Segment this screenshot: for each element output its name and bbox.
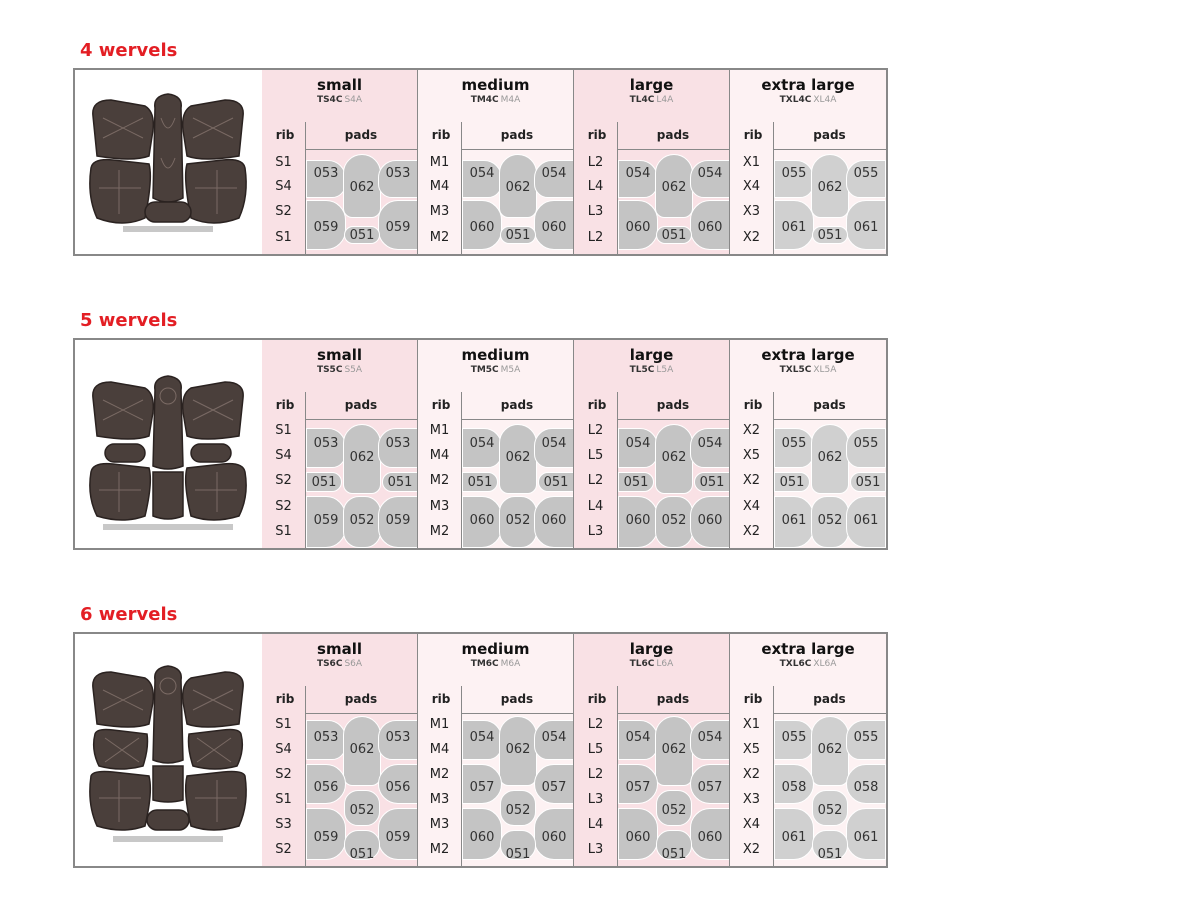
rib-value: M2	[429, 524, 450, 539]
pads-header: pads	[656, 398, 690, 412]
size-name: small	[317, 76, 362, 94]
pads-header: pads	[344, 398, 378, 412]
rib-value: L3	[587, 842, 604, 857]
size-name: medium	[461, 346, 530, 364]
rib-value: S4	[275, 742, 292, 757]
rib-value: S2	[275, 842, 292, 857]
pad-label: 060	[469, 830, 495, 845]
pad-label: 061	[853, 830, 879, 845]
rib-header: rib	[275, 128, 295, 142]
rib-value: X2	[742, 524, 761, 539]
pad-label: 053	[313, 730, 339, 745]
code-a: S4A	[344, 95, 363, 105]
size-name: extra large	[761, 346, 855, 364]
pad-label: 051	[311, 475, 337, 490]
size-column-extra-large	[730, 340, 886, 548]
pads-header: pads	[656, 692, 690, 706]
pad-label: 060	[697, 220, 723, 235]
pad-label: 051	[779, 475, 805, 490]
pad-label: 061	[853, 513, 879, 528]
code-a: M6A	[500, 659, 521, 669]
pad-label: 055	[781, 166, 807, 181]
pad-label: 055	[853, 730, 879, 745]
rib-value: M1	[429, 423, 450, 438]
rib-value: M3	[429, 792, 450, 807]
pad-label: 053	[313, 166, 339, 181]
rib-value: L4	[587, 817, 604, 832]
code-c: TS5C	[316, 365, 343, 375]
size-column-large	[574, 340, 730, 548]
pads-header: pads	[500, 398, 534, 412]
rib-value: S3	[275, 817, 292, 832]
rib-value: M4	[429, 742, 450, 757]
pad-label: 057	[625, 780, 651, 795]
rib-value: M2	[429, 473, 450, 488]
pad-label: 061	[781, 830, 807, 845]
pad-label: 054	[541, 436, 567, 451]
pad-label: 060	[697, 830, 723, 845]
pad-label: 052	[817, 513, 843, 528]
size-name: medium	[461, 640, 530, 658]
pad-label: 052	[349, 803, 375, 818]
rib-value: M3	[429, 817, 450, 832]
rib-value: X2	[742, 767, 761, 782]
pad-label: 053	[385, 436, 411, 451]
rib-value: S4	[275, 448, 292, 463]
rib-value: L3	[587, 792, 604, 807]
size-name: medium	[461, 76, 530, 94]
pad-label: 054	[697, 730, 723, 745]
pad-label: 060	[625, 513, 651, 528]
rib-value: M4	[429, 448, 450, 463]
size-name: extra large	[761, 640, 855, 658]
pad-label: 052	[349, 513, 375, 528]
pad-label: 055	[781, 436, 807, 451]
pad-label: 059	[385, 220, 411, 235]
pad-label: 060	[541, 830, 567, 845]
pad-label: 058	[781, 780, 807, 795]
pad-label: 056	[385, 780, 411, 795]
code-a: L5A	[656, 365, 674, 375]
pad-label: 061	[781, 220, 807, 235]
table-6-wervels	[73, 632, 888, 868]
pad-label: 055	[853, 166, 879, 181]
pad-label: 060	[697, 513, 723, 528]
rib-value: L2	[587, 717, 604, 732]
rib-value: X5	[742, 448, 761, 463]
pads-diagram	[306, 714, 417, 866]
rib-value: M2	[429, 842, 450, 857]
code-c: TM6C	[470, 659, 499, 669]
pad-label: 062	[661, 742, 687, 757]
rib-value: S4	[275, 179, 292, 194]
pad-label: 057	[541, 780, 567, 795]
pad-label: 051	[467, 475, 493, 490]
rib-value: L5	[587, 742, 604, 757]
rib-value: S1	[275, 155, 292, 170]
rib-value: S1	[275, 423, 292, 438]
pad-label: 052	[661, 803, 687, 818]
pad-label: 051	[661, 847, 687, 862]
rib-header: rib	[587, 398, 607, 412]
pads-diagram	[462, 714, 573, 866]
product-image-4-wervels	[75, 70, 264, 254]
pads-header: pads	[813, 128, 846, 142]
backrest-4-pads-illustration	[83, 78, 253, 248]
rib-header: rib	[587, 128, 607, 142]
pad-label: 062	[661, 450, 687, 465]
pad-label: 051	[349, 847, 375, 862]
rib-value: M4	[429, 179, 450, 194]
pad-label: 054	[697, 436, 723, 451]
rib-value: X3	[742, 204, 761, 219]
pad-label: 062	[349, 180, 375, 195]
pad-label: 054	[625, 730, 651, 745]
pads-header: pads	[813, 692, 846, 706]
size-column-large	[574, 70, 730, 254]
code-c: TL6C	[629, 659, 655, 669]
code-c: TL5C	[629, 365, 655, 375]
size-name: large	[629, 76, 674, 94]
pad-label: 061	[853, 220, 879, 235]
rib-header: rib	[743, 692, 763, 706]
rib-value: L3	[587, 204, 604, 219]
rib-value: X1	[742, 155, 761, 170]
pad-label: 051	[817, 847, 843, 862]
pad-label: 062	[817, 180, 843, 195]
code-c: TXL4C	[779, 95, 812, 105]
size-name: extra large	[761, 76, 855, 94]
pads-diagram	[774, 714, 886, 866]
code-a: XL5A	[813, 365, 837, 375]
pad-label: 057	[469, 780, 495, 795]
rib-value: L4	[587, 499, 604, 514]
code-a: L4A	[656, 95, 674, 105]
rib-value: X4	[742, 499, 761, 514]
pad-label: 051	[623, 475, 649, 490]
pad-label: 060	[469, 513, 495, 528]
size-name: large	[629, 640, 674, 658]
pad-label: 057	[697, 780, 723, 795]
size-column-extra-large	[730, 634, 886, 866]
pad-label: 060	[625, 830, 651, 845]
pad-label: 054	[469, 436, 495, 451]
rib-value: M3	[429, 499, 450, 514]
pad-label: 053	[385, 166, 411, 181]
rib-header: rib	[743, 398, 763, 412]
pad-label: 062	[817, 742, 843, 757]
pad-label: 051	[699, 475, 725, 490]
pad-label: 055	[853, 436, 879, 451]
pads-diagram	[306, 150, 417, 254]
pad-label: 059	[313, 830, 339, 845]
pads-header: pads	[813, 398, 846, 412]
table-5-wervels	[73, 338, 888, 550]
pad-label: 051	[349, 228, 375, 243]
pads-header: pads	[656, 128, 690, 142]
size-column-extra-large	[730, 70, 886, 254]
rib-value: X4	[742, 179, 761, 194]
pad-label: 052	[661, 513, 687, 528]
code-c: TXL6C	[779, 659, 812, 669]
code-c: TM5C	[470, 365, 499, 375]
pad-label: 062	[661, 180, 687, 195]
section-title-6-wervels: 6 wervels	[80, 604, 178, 625]
rib-value: X1	[742, 717, 761, 732]
size-column-medium	[418, 340, 574, 548]
code-a: XL6A	[813, 659, 837, 669]
code-c: TXL5C	[779, 365, 812, 375]
code-a: M4A	[500, 95, 521, 105]
pad-label: 051	[855, 475, 881, 490]
pad-label: 051	[505, 228, 531, 243]
size-column-medium	[418, 70, 574, 254]
pad-label: 062	[505, 180, 531, 195]
rib-value: S1	[275, 230, 292, 245]
pad-label: 059	[313, 513, 339, 528]
size-column-large	[574, 634, 730, 866]
pad-label: 051	[505, 847, 531, 862]
pad-label: 060	[469, 220, 495, 235]
pad-label: 061	[781, 513, 807, 528]
pad-label: 059	[313, 220, 339, 235]
size-column-small	[262, 340, 418, 548]
pads-header: pads	[344, 128, 378, 142]
pad-label: 051	[661, 228, 687, 243]
rib-header: rib	[275, 398, 295, 412]
pads-diagram	[462, 420, 573, 548]
code-c: TS4C	[316, 95, 343, 105]
pads-diagram	[774, 150, 886, 254]
pad-label: 059	[385, 830, 411, 845]
pad-label: 062	[349, 742, 375, 757]
code-a: L6A	[656, 659, 674, 669]
rib-value: L2	[587, 230, 604, 245]
pad-label: 060	[541, 220, 567, 235]
pad-label: 054	[541, 730, 567, 745]
code-c: TM4C	[470, 95, 499, 105]
rib-header: rib	[431, 398, 451, 412]
rib-value: M3	[429, 204, 450, 219]
pad-label: 054	[697, 166, 723, 181]
pad-label: 062	[817, 450, 843, 465]
pad-label: 051	[817, 228, 843, 243]
pad-label: 060	[625, 220, 651, 235]
rib-value: X3	[742, 792, 761, 807]
pad-label: 060	[541, 513, 567, 528]
pads-header: pads	[500, 128, 534, 142]
pad-label: 054	[625, 166, 651, 181]
rib-value: L2	[587, 155, 604, 170]
pads-header: pads	[344, 692, 378, 706]
size-name: large	[629, 346, 674, 364]
section-title-5-wervels: 5 wervels	[80, 310, 178, 331]
rib-value: M1	[429, 155, 450, 170]
rib-value: X5	[742, 742, 761, 757]
pad-label: 062	[349, 450, 375, 465]
backrest-5-pads-illustration	[83, 348, 253, 538]
rib-value: X2	[742, 423, 761, 438]
rib-value: L3	[587, 524, 604, 539]
pad-label: 054	[469, 166, 495, 181]
rib-value: X4	[742, 817, 761, 832]
rib-value: S2	[275, 767, 292, 782]
backrest-6-pads-illustration	[83, 642, 253, 862]
code-a: M5A	[500, 365, 521, 375]
rib-value: L2	[587, 767, 604, 782]
rib-value: L2	[587, 473, 604, 488]
pad-label: 055	[781, 730, 807, 745]
rib-value: M2	[429, 767, 450, 782]
rib-value: S2	[275, 473, 292, 488]
code-c: TS6C	[316, 659, 343, 669]
rib-value: S2	[275, 204, 292, 219]
rib-value: L5	[587, 448, 604, 463]
rib-value: X2	[742, 842, 761, 857]
pad-label: 058	[853, 780, 879, 795]
code-a: XL4A	[813, 95, 837, 105]
pad-label: 062	[505, 450, 531, 465]
pad-label: 054	[469, 730, 495, 745]
code-a: S5A	[344, 365, 363, 375]
pads-diagram	[774, 420, 886, 548]
pad-label: 051	[387, 475, 413, 490]
size-column-small	[262, 634, 418, 866]
size-name: small	[317, 346, 362, 364]
rib-value: S1	[275, 524, 292, 539]
pads-header: pads	[500, 692, 534, 706]
code-a: S6A	[344, 659, 363, 669]
pad-label: 051	[543, 475, 569, 490]
table-4-wervels	[73, 68, 888, 256]
pad-label: 052	[505, 513, 531, 528]
rib-value: S1	[275, 792, 292, 807]
rib-value: L2	[587, 423, 604, 438]
rib-header: rib	[275, 692, 295, 706]
pad-label: 054	[541, 166, 567, 181]
rib-header: rib	[431, 692, 451, 706]
pads-diagram	[306, 420, 417, 548]
rib-value: X2	[742, 473, 761, 488]
rib-header: rib	[587, 692, 607, 706]
rib-value: X2	[742, 230, 761, 245]
size-column-medium	[418, 634, 574, 866]
rib-value: L4	[587, 179, 604, 194]
pad-label: 056	[313, 780, 339, 795]
pad-label: 052	[817, 803, 843, 818]
rib-value: S2	[275, 499, 292, 514]
rib-value: S1	[275, 717, 292, 732]
pad-label: 052	[505, 803, 531, 818]
pad-label: 053	[385, 730, 411, 745]
size-name: small	[317, 640, 362, 658]
rib-header: rib	[431, 128, 451, 142]
product-image-5-wervels	[75, 340, 264, 548]
pads-diagram	[462, 150, 573, 254]
pad-label: 053	[313, 436, 339, 451]
pad-label: 062	[505, 742, 531, 757]
rib-header: rib	[743, 128, 763, 142]
code-c: TL4C	[629, 95, 655, 105]
pad-label: 054	[625, 436, 651, 451]
pads-diagram	[618, 714, 729, 866]
section-title-4-wervels: 4 wervels	[80, 40, 178, 61]
product-image-6-wervels	[75, 634, 264, 866]
rib-value: M1	[429, 717, 450, 732]
pads-diagram	[618, 150, 729, 254]
size-column-small	[262, 70, 418, 254]
pads-diagram	[618, 420, 729, 548]
pad-label: 059	[385, 513, 411, 528]
rib-value: M2	[429, 230, 450, 245]
